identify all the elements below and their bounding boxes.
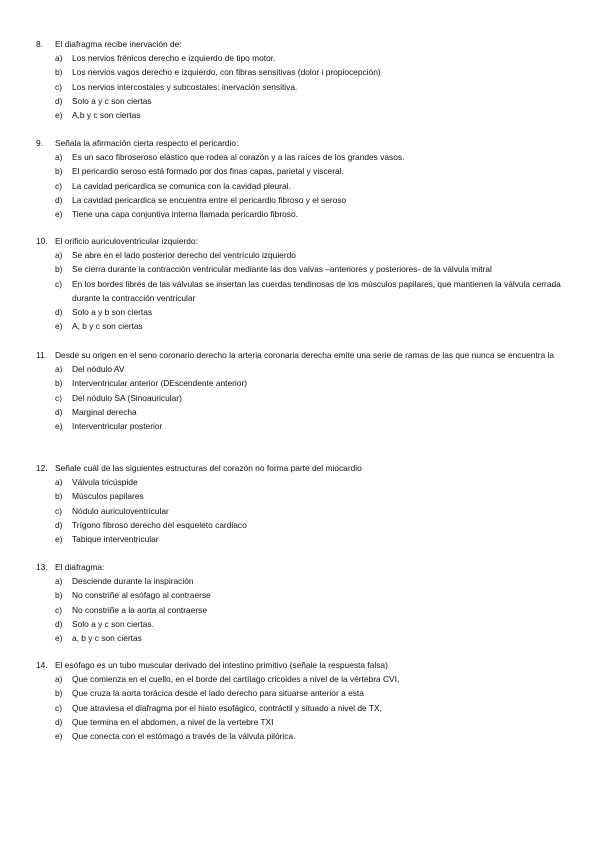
option-a (55, 51, 566, 65)
option-b (55, 686, 566, 700)
option-text: El pericardio seroso está formado por dos finas capas, parietal y visceral. (72, 166, 344, 177)
option-d (55, 305, 566, 319)
option-text: A,b y c son ciertas (72, 110, 141, 121)
question-11 (36, 348, 566, 433)
option-c (55, 179, 566, 193)
question-13 (36, 560, 566, 645)
option-letter: d) (55, 406, 63, 417)
question-text: Señala la afirmación cierta respecto el pericardio: (55, 138, 239, 148)
question-number: 11. (36, 350, 48, 360)
option-text: Interventricular posterior (72, 421, 163, 432)
option-text: Los nervios intercostales y subcostales: inervación sensitiva. (72, 81, 298, 92)
question-14 (36, 658, 566, 743)
option-letter: a) (55, 674, 63, 685)
option-text: Marginal derecha (72, 406, 137, 417)
option-e (55, 419, 566, 433)
question-10 (36, 234, 566, 333)
option-a (55, 475, 566, 489)
option-d (55, 94, 566, 108)
option-text: Que termina en el abdomen, a nivel de la vertebre TXI (72, 716, 274, 727)
option-letter: a) (55, 477, 63, 488)
option-letter: d) (55, 95, 63, 106)
option-text: Que cruza la aorta torácica desde el lado derecho para situarse anterior a esta (72, 688, 364, 699)
option-text: Los nervios frénicos derecho e izquierdo de tipo motor. (72, 53, 276, 64)
option-text: Solo a y c son ciertas. (72, 618, 154, 629)
option-letter: e) (55, 421, 63, 432)
option-d (55, 193, 566, 207)
option-text: Que conecta con el estómago a través de la válvula pilórica. (72, 731, 296, 742)
option-text: No constriñe al esófago al contraerse (72, 590, 211, 601)
option-letter: c) (55, 604, 62, 615)
option-e (55, 319, 566, 333)
option-letter: d) (55, 618, 63, 629)
question-stem (36, 658, 566, 672)
option-b (55, 588, 566, 602)
option-e (55, 532, 566, 546)
option-text: Músculos papilares (72, 491, 144, 502)
option-text: Que atraviesa el diafragma por el hiato esofágico, contráctil y situado a nivel de TX, (72, 702, 382, 713)
question-number: 14. (36, 660, 48, 670)
option-e (55, 631, 566, 645)
question-number: 12. (36, 463, 48, 473)
option-text: Trígono fibroso derecho del esqueleto cardiaco (72, 519, 247, 530)
option-e (55, 207, 566, 221)
option-letter: a) (55, 250, 63, 261)
option-letter: b) (55, 378, 63, 389)
option-letter: b) (55, 67, 63, 78)
option-c (55, 277, 566, 305)
option-text: Tabique interventricular (72, 534, 159, 545)
option-text: Los nervios vagos derecho e izquierdo, con fibras sensitivas (dolor i propiocepción) (72, 67, 381, 78)
option-text: La cavidad pericardica se comunica con la cavidad pleural. (72, 180, 291, 191)
option-letter: b) (55, 491, 63, 502)
option-text: Del nódulo AV (72, 364, 125, 375)
option-c (55, 603, 566, 617)
option-a (55, 150, 566, 164)
option-letter: a) (55, 576, 63, 587)
option-text: Válvula tricúspide (72, 477, 138, 488)
option-text: Que comienza en el cuello, en el borde del cartílago cricoides a nivel de la vértebra CVI, (72, 674, 400, 685)
option-text: Es un saco fibroseroso elástico que rodea al corazón y a las raíces de los grandes vasos. (72, 152, 405, 163)
option-letter: c) (55, 392, 62, 403)
option-letter: c) (55, 81, 62, 92)
option-text: Desciende durante la inspiración (72, 576, 194, 587)
option-a (55, 362, 566, 376)
option-letter: e) (55, 534, 63, 545)
option-d (55, 405, 566, 419)
option-letter: b) (55, 688, 63, 699)
question-number: 13. (36, 562, 48, 572)
option-letter: b) (55, 166, 63, 177)
option-letter: a) (55, 53, 63, 64)
question-stem (36, 136, 566, 150)
option-text: Nódulo auriculoventricular (72, 505, 169, 516)
option-text: A, b y c son ciertas (72, 321, 143, 332)
option-text: Interventricular anterior (DEscendente anterior) (72, 378, 248, 389)
question-stem (36, 234, 566, 248)
option-b (55, 164, 566, 178)
question-number: 9. (36, 138, 43, 148)
option-b (55, 376, 566, 390)
option-e (55, 729, 566, 743)
option-text: Se cierra durante la contracción ventricular mediante las dos valvas –anteriores y posteriores- de la válvula mitral (72, 264, 492, 275)
option-text: Se abre en el lado posterior derecho del ventrículo izquierdo (72, 250, 296, 261)
option-a (55, 248, 566, 262)
question-number: 10. (36, 236, 48, 246)
option-letter: c) (55, 278, 62, 289)
option-a (55, 672, 566, 686)
question-12 (36, 461, 566, 546)
option-e (55, 108, 566, 122)
option-letter: e) (55, 321, 63, 332)
question-number: 8. (36, 39, 43, 49)
option-letter: b) (55, 264, 63, 275)
question-text: El diafragma: (55, 562, 105, 572)
option-letter: c) (55, 505, 62, 516)
option-b (55, 489, 566, 503)
question-text: El esófago es un tubo muscular derivado del intestino primitivo (señale la respuesta falsa) (55, 660, 388, 670)
option-text: No constriñe a la aorta al contraerse (72, 604, 208, 615)
question-9 (36, 136, 566, 221)
option-c (55, 701, 566, 715)
question-stem (36, 37, 566, 51)
option-text: Del nódulo SA (Sinoauricular) (72, 392, 182, 403)
option-letter: d) (55, 194, 63, 205)
option-text: En los bordes libres de las válvulas se insertan las cuerdas tendinosas de los músculos papilares, que mantienen la válvula cerrada durante la contracción ventricular (72, 278, 561, 303)
option-text: Solo a y b son ciertas (72, 307, 153, 318)
option-text: a, b y c son ciertas (72, 633, 142, 644)
option-letter: e) (55, 209, 63, 220)
question-text: El orificio auriculoventricular izquierdo: (55, 236, 198, 246)
question-text: Señale cuál de las siguientes estructuras del corazón no forma parte del miocardio (55, 463, 362, 473)
option-letter: c) (55, 180, 62, 191)
option-b (55, 65, 566, 79)
option-a (55, 574, 566, 588)
option-d (55, 715, 566, 729)
question-text: Desde su origen en el seno coronario derecho la arteria coronaria derecha emite una serie de ramas de las que nunca se encuentra la (55, 350, 555, 360)
question-stem (36, 560, 566, 574)
option-letter: e) (55, 731, 63, 742)
option-letter: b) (55, 590, 63, 601)
option-letter: e) (55, 633, 63, 644)
option-text: La cavidad pericardica se encuentra entre el pericardio fibroso y el seroso (72, 194, 347, 205)
option-letter: d) (55, 716, 63, 727)
question-stem (36, 461, 566, 475)
option-letter: d) (55, 307, 63, 318)
option-d (55, 518, 566, 532)
option-letter: c) (55, 702, 62, 713)
question-stem (36, 348, 566, 362)
question-8 (36, 37, 566, 122)
option-letter: d) (55, 519, 63, 530)
question-text: El diafragma recibe inervación de: (55, 39, 182, 49)
option-c (55, 504, 566, 518)
option-letter: e) (55, 110, 63, 121)
option-d (55, 617, 566, 631)
option-letter: a) (55, 152, 63, 163)
option-c (55, 391, 566, 405)
option-text: Solo a y c son ciertas (72, 95, 152, 106)
option-c (55, 80, 566, 94)
option-b (55, 262, 566, 276)
option-text: Tiene una capa conjuntiva interna llamada pericardio fibroso. (72, 209, 298, 220)
option-letter: a) (55, 364, 63, 375)
